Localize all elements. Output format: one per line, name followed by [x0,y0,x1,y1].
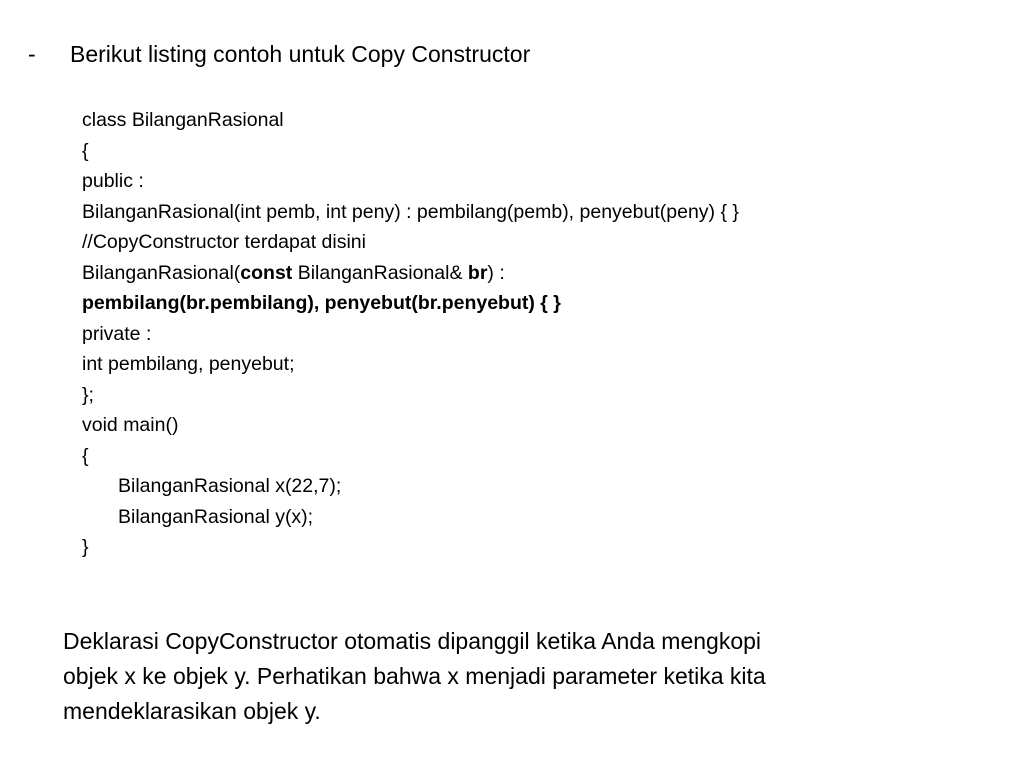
code-line-declare-y: BilanganRasional y(x); [118,505,314,528]
code-line-open-brace: { [82,139,89,162]
code-line-copy-constructor-initializer: pembilang(br.pembilang), penyebut(br.penyebut) { } [82,292,561,314]
code-line-class-end: }; [82,383,94,406]
explanation-line-3: mendeklarasikan objek y. [63,698,321,724]
bullet-heading [28,38,530,70]
copy-ctor-param-type: BilanganRasional& [292,261,468,284]
bullet-marker: - [28,41,36,67]
copy-ctor-close: ) : [487,261,505,284]
code-line-declare-x: BilanganRasional x(22,7); [118,475,342,497]
code-line-class-declaration: class BilanganRasional [82,109,284,131]
code-line-constructor: BilanganRasional(int pemb, int peny) : pembilang(pemb), penyebut(peny) { } [82,200,739,223]
explanation-line-1: Deklarasi CopyConstructor otomatis dipanggil ketika Anda mengkopi [63,628,762,654]
code-line-private: private : [82,322,152,345]
code-line-main-signature: void main() [82,414,179,436]
code-line-main-open-brace: { [82,444,89,467]
explanation-paragraph [63,624,963,729]
code-line-copy-constructor-signature [82,258,739,289]
code-line-main-close-brace: } [82,536,89,558]
explanation-line-2: objek x ke objek y. Perhatikan bahwa x menjadi parameter ketika kita [63,663,766,689]
copy-ctor-name: BilanganRasional( [82,261,241,284]
code-listing [82,105,739,563]
bullet-text: Berikut listing contoh untuk Copy Constructor [70,41,531,67]
param-name-br: br [467,261,488,284]
code-line-members: int pembilang, penyebut; [82,353,295,375]
code-line-comment: //CopyConstructor terdapat disini [82,231,366,253]
code-line-public: public : [82,170,144,192]
const-keyword: const [240,261,293,284]
